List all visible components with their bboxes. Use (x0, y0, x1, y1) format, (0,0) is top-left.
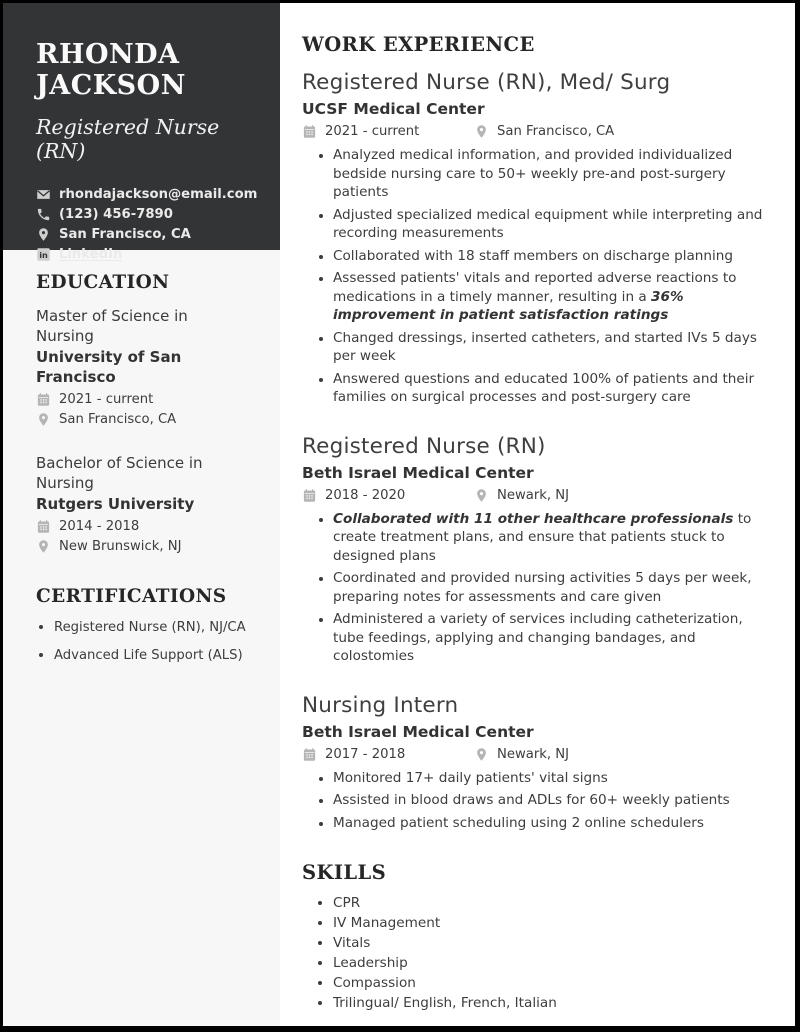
skills-list (302, 893, 770, 1013)
contact-row (36, 184, 262, 204)
job-bullet (333, 247, 770, 266)
sidebar (3, 3, 280, 1026)
skill-item: • Trilingual/ English, French, Italian (333, 993, 770, 1013)
degree-name: Master of Science in Nursing (36, 307, 188, 345)
job-entry (302, 434, 770, 666)
skill-item: • IV Management (333, 913, 770, 933)
location-pin-icon (474, 124, 489, 139)
job-bullet (333, 814, 770, 833)
job-bullet (333, 610, 770, 666)
bullet-text: Monitored 17+ daily patients' vital signs (333, 769, 608, 786)
job-meta (302, 124, 770, 139)
calendar-icon (302, 124, 317, 139)
candidate-first-name: RHONDA (36, 39, 180, 70)
bullet-text: Analyzed medical information, and provided individualized bedside nursing care to 50+ weekly pre-and post-surgery patients (333, 147, 733, 200)
candidate-last-name: JACKSON (36, 70, 186, 101)
calendar-icon (36, 392, 51, 407)
certifications-list (36, 618, 260, 665)
location-text: Newark, NJ (497, 487, 570, 503)
contact-text: (123) 456-7890 (59, 206, 173, 222)
job-title: Registered Nurse (RN), Med/ Surg (302, 70, 671, 95)
calendar-icon (36, 519, 51, 534)
degree-name: Bachelor of Science in Nursing (36, 454, 203, 492)
job-bullet (333, 146, 770, 202)
school-name: Rutgers University (36, 495, 195, 513)
skill-item: • Vitals (333, 933, 770, 953)
job-bullets (302, 510, 770, 666)
highlighted-text: Collaborated with 11 other healthcare professionals (333, 510, 734, 527)
calendar-icon (302, 488, 317, 503)
skills-section (302, 861, 770, 1013)
bullet-text: Assessed patients' vitals and reported adverse reactions to medications in a timely manner, resulting in a (333, 270, 737, 305)
location-text: San Francisco, CA (59, 412, 177, 427)
resume-header (3, 3, 280, 262)
location-pin-icon (36, 412, 51, 427)
job-bullet (333, 569, 770, 606)
job-bullet (333, 206, 770, 243)
company-name: Beth Israel Medical Center (302, 463, 534, 482)
meta-row (36, 412, 260, 427)
job-title: Registered Nurse (RN) (302, 433, 546, 459)
skill-item: • Compassion (333, 973, 770, 993)
education-heading: EDUCATION (36, 272, 170, 293)
contact-text: San Francisco, CA (59, 226, 191, 242)
sidebar-body (3, 250, 280, 674)
meta-row (36, 539, 260, 554)
bullet-text: Managed patient scheduling using 2 online schedulers (333, 814, 704, 831)
job-bullet (333, 329, 770, 366)
bullet-text: Assisted in blood draws and ADLs for 60+ weekly patients (333, 792, 730, 808)
location-text: Newark, NJ (497, 746, 570, 762)
location-pin-icon (474, 747, 489, 762)
location-pin-icon (36, 539, 51, 554)
job-bullet (333, 370, 770, 407)
meta-row (36, 519, 260, 534)
skill-item: • CPR (333, 893, 770, 913)
certification-item: • Registered Nurse (RN), NJ/CA (54, 618, 260, 637)
education-entry (36, 306, 260, 427)
contact-row (36, 224, 262, 244)
candidate-name (36, 39, 262, 101)
contact-link[interactable]: LinkedIn (59, 246, 123, 262)
bullet-text: Changed dressings, inserted catheters, and started IVs 5 days per week (333, 329, 758, 364)
location-text: San Francisco, CA (497, 124, 615, 139)
skills-heading: SKILLS (302, 861, 387, 884)
contact-row (36, 204, 262, 224)
certification-item: • Advanced Life Support (ALS) (54, 646, 260, 665)
bullet-text: Collaborated with 18 staff members on discharge planning (333, 247, 734, 264)
contact-text: rhondajackson@email.com (59, 186, 258, 202)
job-dates (302, 488, 474, 503)
job-location (474, 488, 569, 503)
job-bullet (333, 769, 770, 788)
dates-text: 2021 - current (325, 124, 420, 139)
education-entries (36, 306, 260, 554)
job-bullet (333, 791, 770, 810)
location-text: New Brunswick, NJ (59, 539, 182, 554)
meta-row (36, 392, 260, 407)
certifications-heading: CERTIFICATIONS (36, 586, 227, 607)
dates-text: 2018 - 2020 (325, 487, 406, 503)
job-location (474, 124, 614, 139)
work-experience-heading: WORK EXPERIENCE (302, 33, 535, 56)
job-title: Nursing Intern (302, 692, 459, 718)
company-name: UCSF Medical Center (302, 100, 485, 118)
bullet-text: to create treatment plans, and ensure that patients stuck to designed plans (333, 510, 752, 564)
svg-text:in: in (39, 249, 48, 260)
job-location (474, 747, 569, 762)
company-name: Beth Israel Medical Center (302, 722, 534, 741)
candidate-title: Registered Nurse (RN) (36, 115, 220, 163)
job-meta (302, 488, 770, 503)
job-meta (302, 747, 770, 762)
highlighted-text: 36% improvement in patient satisfaction ratings (333, 288, 684, 323)
job-bullet (333, 269, 770, 325)
dates-text: 2014 - 2018 (59, 519, 140, 534)
job-dates (302, 124, 474, 139)
calendar-icon (302, 747, 317, 762)
job-dates (302, 747, 474, 762)
job-bullets (302, 769, 770, 833)
phone-icon (36, 207, 51, 222)
job-entry (302, 693, 770, 833)
location-pin-icon (36, 227, 51, 242)
bullet-text: Administered a variety of services including catheterization, tube feedings, applying and changing bandages, and colostomies (333, 611, 743, 664)
dates-text: 2021 - current (59, 392, 154, 407)
main-column (280, 3, 795, 1026)
bullet-text: Answered questions and educated 100% of patients and their families on surgical processes and post-surgery care (333, 370, 755, 405)
skill-item: • Leadership (333, 953, 770, 973)
dates-text: 2017 - 2018 (325, 746, 406, 762)
bullet-text: Coordinated and provided nursing activities 5 days per week, preparing notes for assessments and care given (333, 570, 752, 605)
location-pin-icon (474, 488, 489, 503)
job-bullet (333, 510, 770, 566)
bullet-text: Adjusted specialized medical equipment while interpreting and recording measurements (333, 206, 763, 241)
education-entry (36, 453, 260, 554)
envelope-icon (36, 187, 51, 202)
jobs-container (302, 70, 770, 832)
job-bullets (302, 146, 770, 407)
job-entry (302, 70, 770, 407)
school-name: University of San Francisco (36, 348, 182, 386)
